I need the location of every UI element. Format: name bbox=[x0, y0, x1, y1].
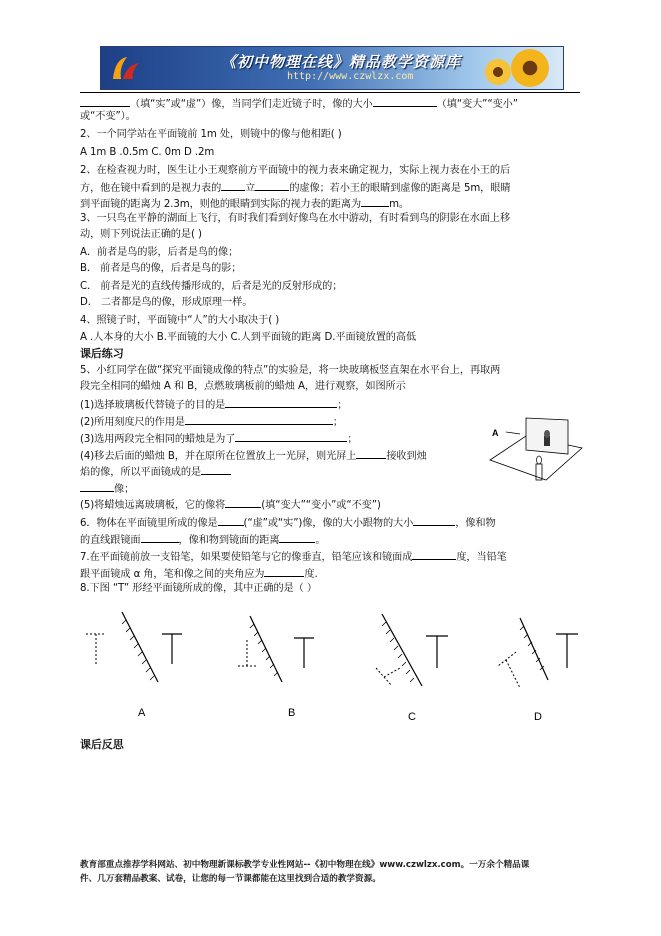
question-5-part-2: (2)所用刻度尺的作用是 ； bbox=[80, 414, 580, 430]
footer-line: 件、几万套精品教案、试卷，让您的每一节课都能在这里找到合适的教学资源。 bbox=[80, 874, 381, 884]
answer-blank[interactable] bbox=[413, 515, 455, 526]
text-line: 到平面镜的距离为 2.3m，则他的眼睛到实际的视力表的距离为 m。 bbox=[80, 196, 580, 212]
text-line: 段完全相同的蜡烛 A 和 B，点燃玻璃板前的蜡烛 A，进行观察，如图所示 bbox=[80, 381, 406, 392]
question-7: 7.在平面镜前放一支铅笔，如果要使铅笔与它的像垂直，铅笔应该和镜面成 度，当铅笔 bbox=[80, 549, 580, 565]
answer-blank[interactable] bbox=[235, 431, 347, 442]
footer-line: 教育部重点推荐学科网站、初中物理新课标教学专业性网站--《初中物理在线》www.czwlzx.com。一万余个精品课 bbox=[80, 860, 530, 870]
answer-blank[interactable] bbox=[80, 96, 130, 107]
answer-blank[interactable] bbox=[221, 180, 245, 191]
option-label: D bbox=[534, 711, 542, 723]
answer-blank[interactable] bbox=[356, 448, 386, 459]
logo-icon bbox=[109, 53, 143, 83]
option-a: A．前者是鸟的影，后者是鸟的像； bbox=[80, 247, 239, 258]
text-line: 像； bbox=[80, 481, 580, 497]
question-2b: 2、在检查视力时，医生让小王观察前方平面镜中的视力表来确定视力，实际上视力表在小王的后 bbox=[80, 165, 511, 176]
question-5-part-5: (5)将蜡烛远离玻璃板，它的像将 (填“变大”“变小”或“不变”) bbox=[80, 497, 580, 513]
mirror-options-figure bbox=[70, 606, 590, 726]
option-b-diagram bbox=[238, 616, 314, 719]
banner-url: http://www.czwlzx.com bbox=[287, 71, 414, 82]
question-4: 4、照镜子时，平面镜中“人”的大小取决于( ) bbox=[80, 315, 280, 326]
option-label: C bbox=[408, 711, 416, 723]
option-b: B． 前者是鸟的像，后者是鸟的影； bbox=[80, 263, 242, 274]
answer-blank[interactable] bbox=[361, 196, 389, 207]
answer-blank[interactable] bbox=[373, 96, 437, 107]
option-d-diagram bbox=[498, 618, 578, 723]
answer-blank[interactable] bbox=[225, 397, 337, 408]
question-2: 2、一个同学站在平面镜前 1m 处，则镜中的像与他相距( ) bbox=[80, 129, 342, 140]
answer-blank[interactable] bbox=[264, 566, 304, 577]
text-line: 的直线跟镜面 ，像和物到镜面的距离 。 bbox=[80, 532, 580, 548]
section-heading: 课后练习 bbox=[80, 347, 124, 360]
text-line: 或“不变”）。 bbox=[80, 111, 136, 122]
question-5-part-3: (3)选用两段完全相同的蜡烛是为了 ； bbox=[80, 431, 580, 447]
text-line: 方，他在镜中看到的是视力表的 立 的虚像；若小王的眼睛到虚像的距离是 5m，眼睛 bbox=[80, 180, 580, 196]
answer-blank[interactable] bbox=[218, 515, 244, 526]
question-4-options: A .人本身的大小 B.平面镜的大小 C.人到平面镜的距离 D.平面镜放置的高低 bbox=[80, 332, 417, 343]
answer-blank[interactable] bbox=[225, 497, 261, 508]
header-banner bbox=[100, 46, 564, 90]
question-6: 6．物体在平面镜里所成的像是 (“虚”或“实”)像，像的大小跟物的大小 ，像和物 bbox=[80, 515, 580, 531]
answer-blank[interactable] bbox=[141, 532, 179, 543]
figure-label-a: A bbox=[492, 428, 499, 438]
answer-blank[interactable] bbox=[255, 180, 289, 191]
answer-blank[interactable] bbox=[80, 481, 114, 492]
option-c: C． 前者是光的直线传播形成的，后者是光的反射形成的； bbox=[80, 281, 343, 292]
answer-blank[interactable] bbox=[412, 549, 456, 560]
header-rule bbox=[80, 92, 580, 93]
text-line: 跟平面镜成 α 角，笔和像之间的夹角应为 度. bbox=[80, 566, 580, 582]
banner-title: 《初中物理在线》精品教学资源库 bbox=[221, 53, 462, 71]
option-label: B bbox=[288, 707, 296, 719]
option-d: D． 二者都是鸟的像，形成原理一样。 bbox=[80, 297, 253, 308]
question-3: 3、一只鸟在平静的湖面上飞行，有时我们看到好像鸟在水中游动，有时看到鸟的阴影在水面上移 bbox=[80, 213, 511, 224]
answer-blank[interactable] bbox=[185, 414, 333, 425]
option-label: A bbox=[138, 707, 146, 719]
section-heading: 课后反思 bbox=[80, 738, 124, 751]
option-a-diagram bbox=[86, 612, 182, 719]
question-5: 5、小红同学在做“探究平面镜成像的特点”的实验是，将一块玻璃板竖直架在水平台上，再取两 bbox=[80, 365, 501, 376]
text-line: （填“实”或“虚”）像，当同学们走近镜子时，像的大小 （填“变大”“变小” bbox=[80, 96, 580, 112]
text-line: 动，则下列说法正确的是( ) bbox=[80, 229, 202, 240]
footer bbox=[80, 858, 580, 886]
question-2-options: A 1m B .0.5m C. 0m D .2m bbox=[80, 147, 215, 158]
question-5-part-4: (4)移去后面的蜡烛 B，并在原所在位置放上一光屏，则光屏上 接收到烛 bbox=[80, 448, 580, 464]
sunflower-icon bbox=[511, 49, 549, 87]
question-5-part-1: (1)选择玻璃板代替镜子的目的是 ； bbox=[80, 397, 580, 413]
text-line: 焰的像，所以平面镜成的是 bbox=[80, 464, 580, 480]
option-c-diagram bbox=[376, 614, 448, 723]
experiment-figure bbox=[486, 410, 584, 492]
question-8: 8.下图 “T” 形经平面镜所成的像，其中正确的是（ ） bbox=[80, 583, 317, 594]
answer-blank[interactable] bbox=[201, 464, 231, 475]
sunflower-icon bbox=[485, 59, 511, 85]
answer-blank[interactable] bbox=[279, 532, 315, 543]
